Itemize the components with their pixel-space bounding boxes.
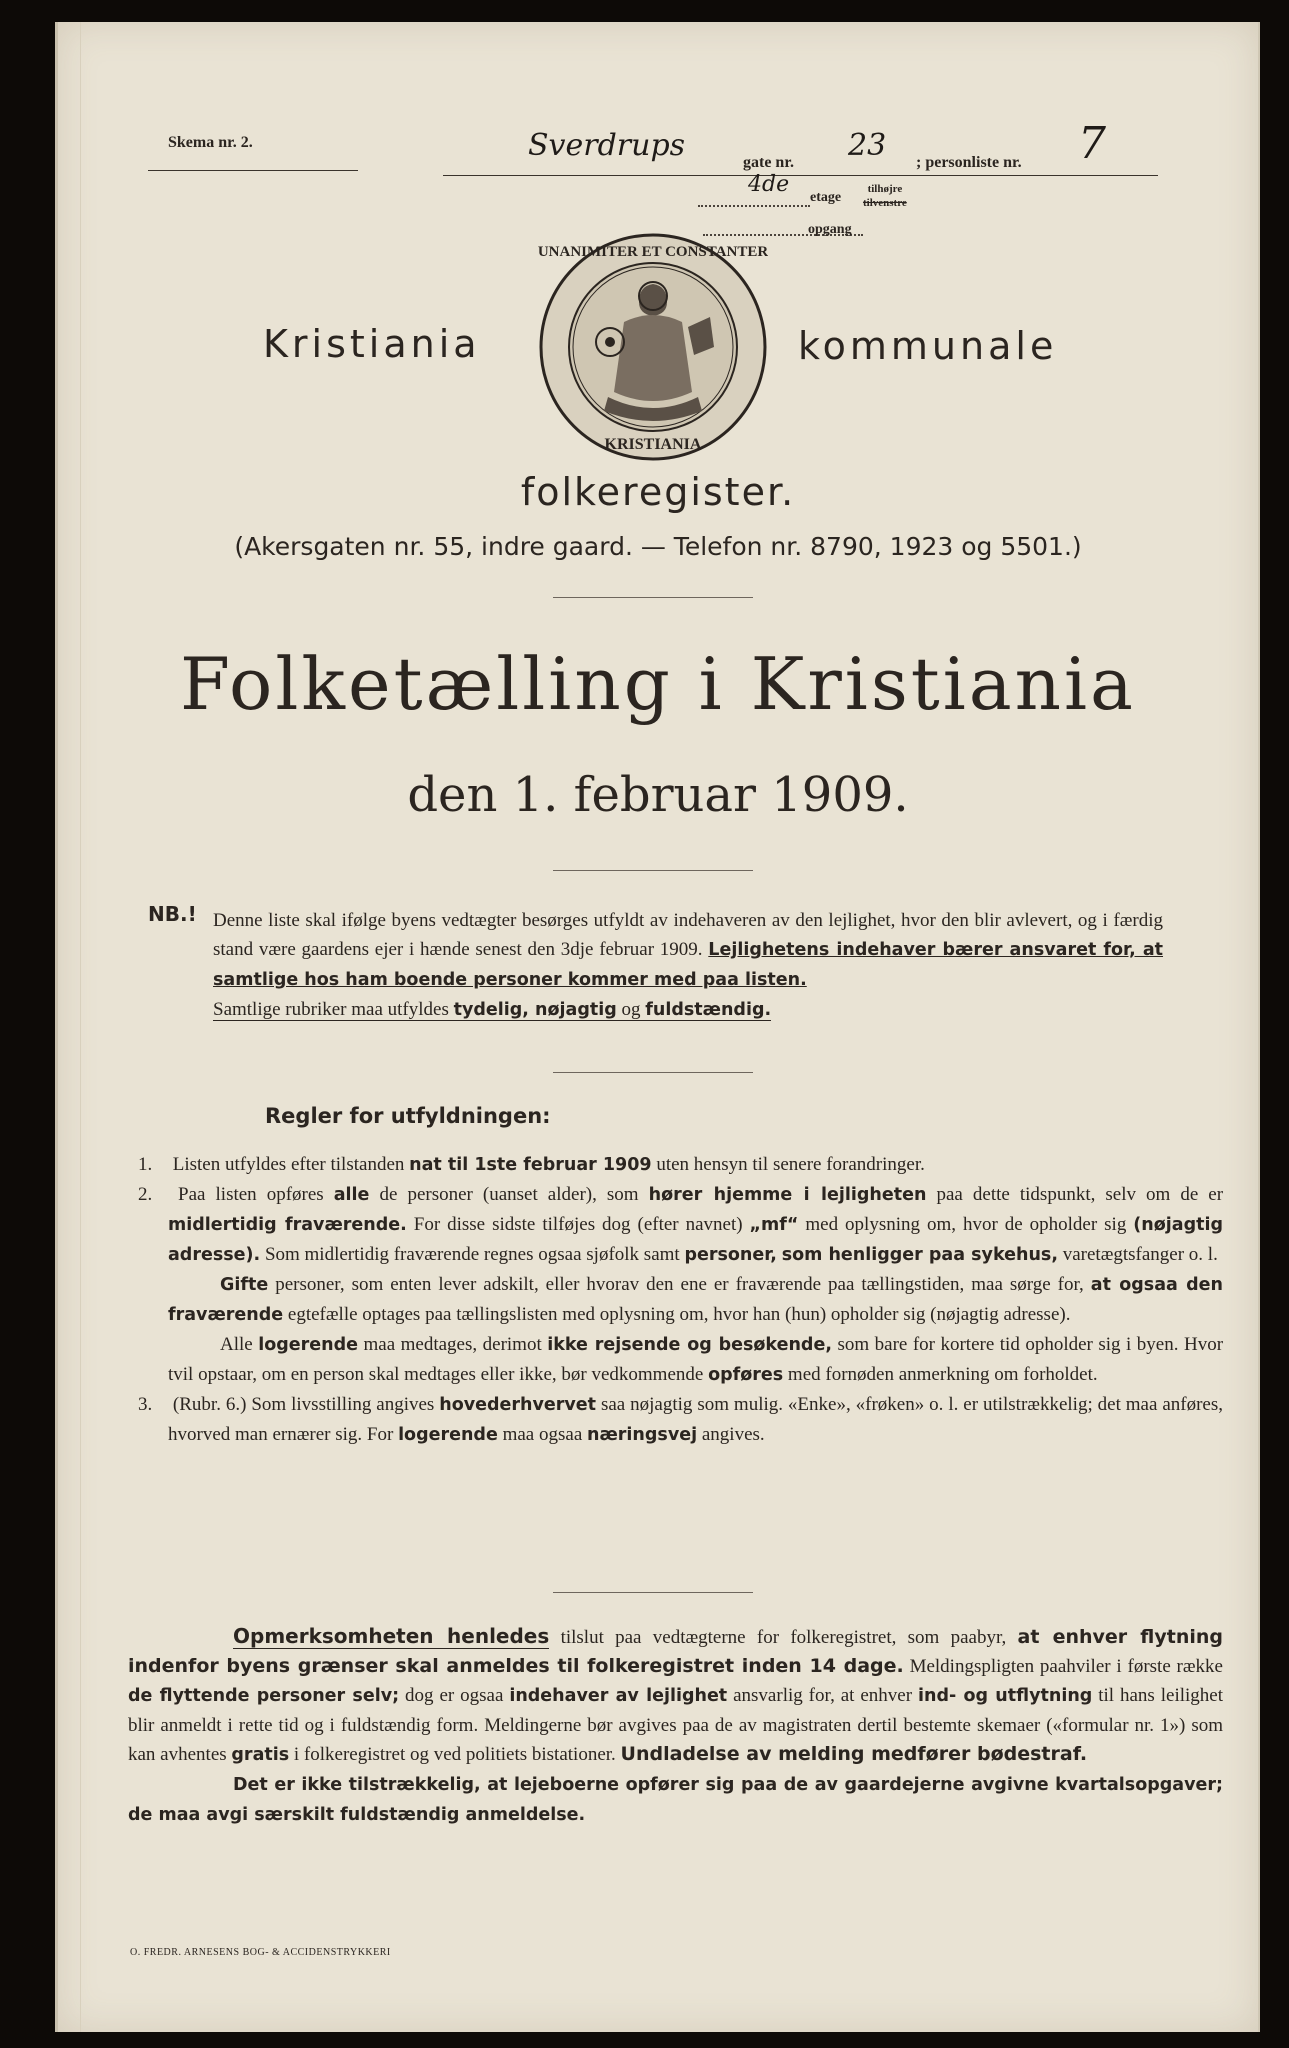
seal-bottom-text: KRISTIANIA <box>604 436 702 453</box>
rule-1: 1. Listen utfyldes efter tilstanden nat til 1ste februar 1909 uten hensyn til senere forandringer. <box>138 1154 925 1175</box>
nb-text-bold: Lejlighetens indehaver bærer ansvaret for, at samtlige hos ham boende personer kommer med paa listen. <box>213 940 1164 990</box>
title-kristiania: Kristiania <box>263 322 481 366</box>
tilvenstre-option: tilvenstre <box>863 197 907 209</box>
census-date: den 1. februar 1909. <box>407 767 909 823</box>
printer-imprint: O. FREDR. ARNESENS BOG- & ACCIDENSTRYKKERI <box>130 1947 391 1958</box>
schema-number: Skema nr. 2. <box>168 134 253 151</box>
rule-2: 2. Paa listen opføres alle de personer (uanset alder), som hører hjemme i lejligheten paa dette tidspunkt, selv om de er midlertidig fraværende. For disse sidste tilføjes dog (efter navnet) „mf“ med oplysning om, hvor de opholder sig (nøjagtig adresse). Som midlertidig fraværende regnes ogsaa sjøfolk samt personer, som henligger paa sykehus, varetægtsfanger o. l. <box>138 1184 1224 1265</box>
census-form-page <box>55 22 1260 2032</box>
rule-2-logerende: Alle logerende maa medtages, derimot ikke rejsende og besøkende, som bare for kortere tid opholder sig i byen. Hvor tvil opstaar, om en person skal medtages eller ikke, bør vedkommende opføres med fornøden anmerkning om forholdet. <box>168 1334 1224 1385</box>
title-kommunale: kommunale <box>798 324 1058 368</box>
notice-paragraph: Opmerksomheten henledes tilslut paa vedtægterne for folkeregistret, som paabyr, at enhver flytning indenfor byens grænser skal anmeldes til folkeregistret inden 14 dage. Meldingspligten paahviler i første række de flyttende personer selv; dog er ogsaa indehaver av lejlighet ansvarlig for, at enhver ind- og utflytning til hans leilighet blir anmeldt i rette tid og i fuldstændig form. Meldingerne bør avgives paa de av magistraten dertil bestemte skemaer («formular nr. 1») som kan avhentes gratis i folkeregistret og ved politiets bistationer. Undladelse av melding medfører bødestraf. <box>128 1624 1224 1765</box>
seal-top-text: UNANIMITER ET CONSTANTER <box>538 244 768 260</box>
tilhoire-option: tilhøjre <box>867 183 903 195</box>
etage-label: etage <box>810 190 842 205</box>
final-note: Det er ikke tilstrækkelig, at lejeboerne opfører sig paa de av gaardejerne avgivne kvartalsopgaver; de maa avgi særskilt fuldstændig anmeldelse. <box>128 1775 1223 1825</box>
street-name-handwritten: Sverdrups <box>528 128 686 163</box>
title-folkeregister: folkeregister. <box>520 470 796 514</box>
opgang-label: opgang <box>808 222 852 237</box>
gate-number-handwritten: 23 <box>848 128 887 163</box>
nb-og: og <box>621 999 641 1020</box>
nb-fuldstaendig: fuldstændig. <box>645 1000 772 1020</box>
main-heading: Folketælling i Kristiania <box>180 642 1136 726</box>
floor-handwritten: 4de <box>748 172 790 197</box>
rule-3: 3. (Rubr. 6.) Som livsstilling angives hovederhvervet saa nøjagtig som mulig. «Enke», «frøken» o. l. er utilstrækkelig; det maa anføres, hvorved man ernærer sig. For logerende maa ogsaa næringsvej angives. <box>138 1394 1223 1445</box>
nb-tydelig: tydelig, nøjagtig <box>453 1000 617 1020</box>
personliste-number-handwritten: 7 <box>1078 118 1106 169</box>
rules-heading: Regler for utfyldningen: <box>265 1104 551 1128</box>
personliste-label: ; personliste nr. <box>916 154 1022 171</box>
rule-2-gifte: Gifte personer, som enten lever adskilt, eller hvorav den ene er fraværende paa tællingstiden, maa sørge for, at ogsaa den fraværende egtefælle optages paa tællingslisten med oplysning om, hvor han (hun) opholder sig (nøjagtig adresse). <box>168 1274 1224 1325</box>
city-seal-logo <box>538 232 768 462</box>
gate-label: gate nr. <box>743 154 794 171</box>
nb-label: NB.! <box>148 902 197 926</box>
nb-text-2: Samtlige rubriker maa utfyldes <box>213 999 449 1020</box>
nb-text-1: Denne liste skal ifølge byens vedtægter besørges utfyldt av indehaveren av den lejlighet, hvor den blir avlevert, og i færdig stand være gaardens ejer i hænde senest den 3dje februar 1909. <box>213 910 1163 960</box>
office-address: (Akersgaten nr. 55, indre gaard. — Telefon nr. 8790, 1923 og 5501.) <box>234 532 1082 561</box>
